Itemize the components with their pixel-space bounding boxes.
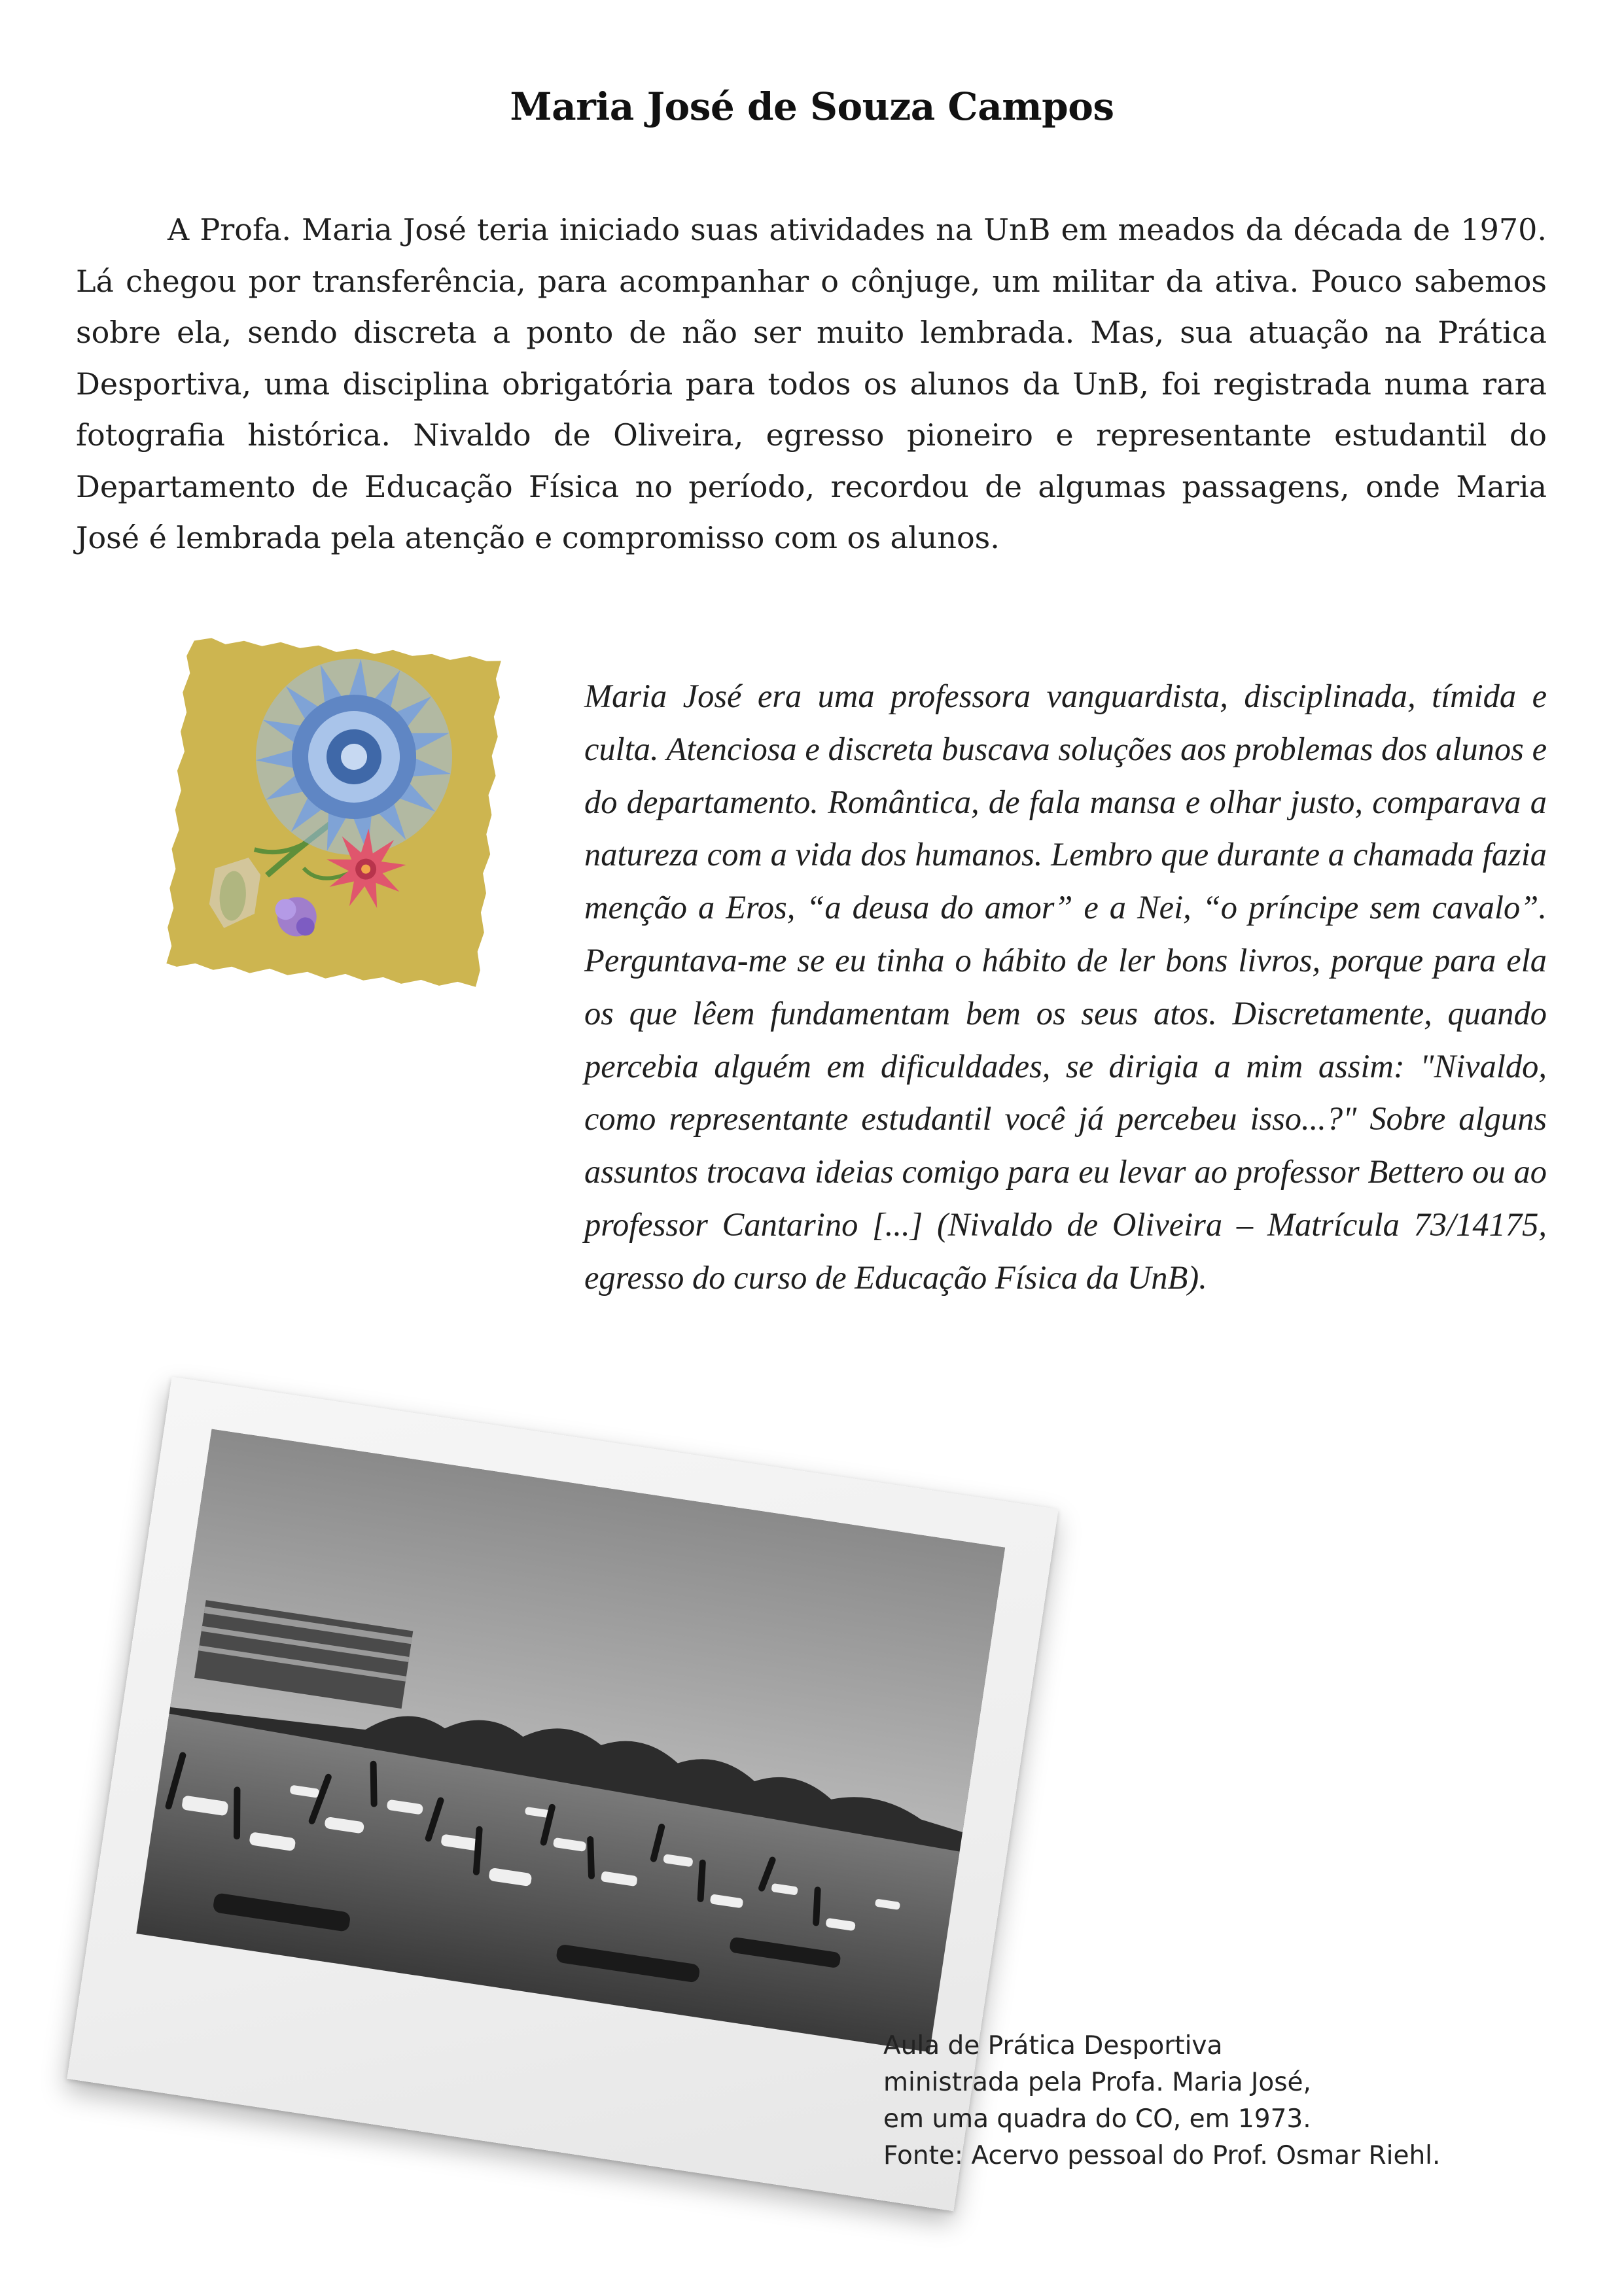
testimony-quote: Maria José era uma professora vanguardista, disciplinada, tímida e culta. Atenciosa e discreta buscava soluções aos problemas dos alunos e do departamento. Romântica, de fala mansa e olhar justo, comparava a natureza com a vida dos humanos. Lembro que durante a chamada fazia menção a Eros, “a deusa do amor” e a Nei, “o príncipe sem cavalo”. Perguntava-me se eu tinha o hábito de ler bons livros, porque para ela os que lêem fundamentam bem os seus atos. Discretamente, quando percebia alguém em dificuldades, se dirigia a mim assim: "Nivaldo, como representante estudantil você já percebeu isso...?" Sobre alguns assuntos trocava ideias comigo para eu levar ao professor Bettero ou ao professor Cantarino [...] (Nivaldo de Oliveira – Matrícula 73/14175, egresso do curso de Educação Física da UnB). <box>584 678 1547 1296</box>
caption-line: ministrada pela Profa. Maria José, <box>883 2068 1311 2097</box>
intro-paragraph: A Profa. Maria José teria iniciado suas atividades na UnB em meados da década de 1970. Lá chegou por transferência, para acompanhar o cônjuge, um militar da ativa. Pouco sabemos sobre ela, sendo discreta a ponto de não ser muito lembrada. Mas, sua atuação na Prática Desportiva, uma disciplina obrigatória para todos os alunos da UnB, foi registrada numa rara fotografia histórica. Nivaldo de Oliveira, egresso pioneiro e representante estudantil do Departamento de Educação Física no período, recordou de algumas passagens, onde Maria José é lembrada pela atenção e compromisso com os alunos. <box>76 212 1547 555</box>
page-title: Maria José de Souza Campos <box>510 84 1114 129</box>
photo-caption <box>883 2028 1544 2174</box>
flower-stamp-illustration <box>162 634 506 992</box>
caption-line: em uma quadra do CO, em 1973. <box>883 2104 1311 2134</box>
caption-line: Aula de Prática Desportiva <box>883 2031 1223 2061</box>
historic-photo <box>136 1429 1005 2053</box>
caption-line: Fonte: Acervo pessoal do Prof. Osmar Riehl. <box>883 2141 1441 2170</box>
